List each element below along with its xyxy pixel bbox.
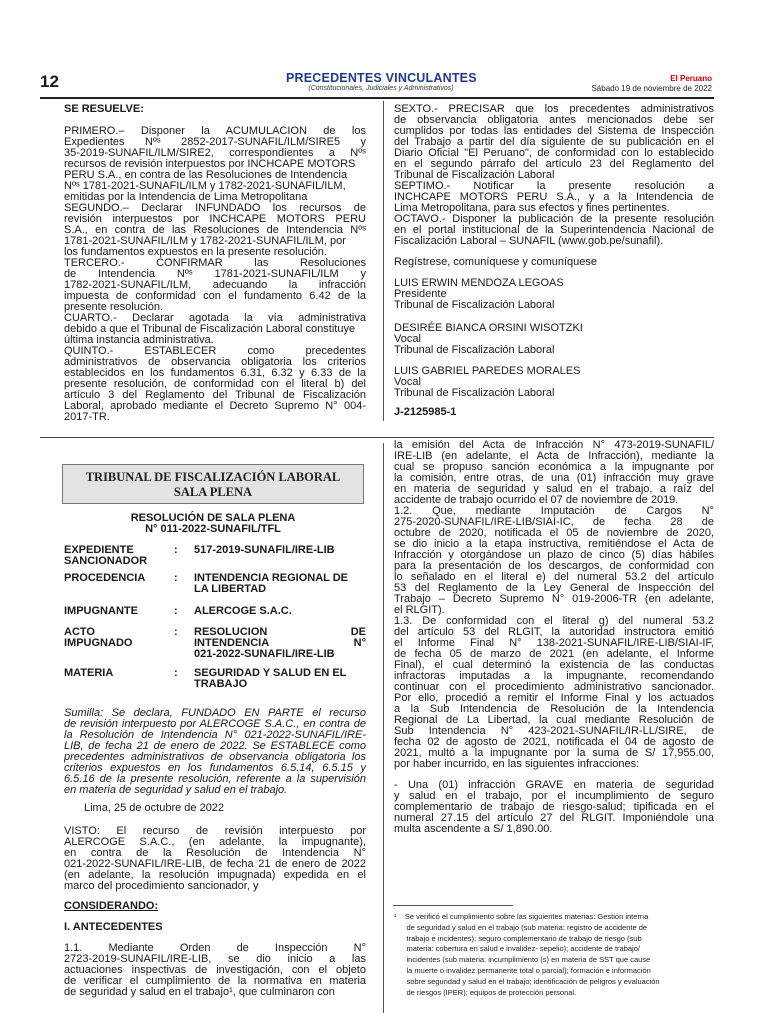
tribunal-heading-line2: SALA PLENA (173, 485, 253, 499)
visto-line: (en adelante, la resolución impugnada) expedida en el (64, 870, 366, 881)
resolve-right-line: SEXTO.- PRECISAR que los precedentes administrativos (394, 104, 714, 115)
section-title: PRECEDENTES VINCULANTES (286, 71, 477, 85)
field-label: PROCEDENCIA (64, 572, 146, 584)
tribunal-heading-line1: TRIBUNAL DE FISCALIZACIÓN LABORAL (85, 470, 341, 484)
resolve-line: emitidas por la Intendencia de Lima Metropolitana (64, 191, 308, 203)
resolve-line: CUARTO.- Declarar agotada la vía administrativa (64, 313, 366, 324)
resolve-right-line: Tribunal de Fiscalización Laboral (394, 299, 555, 311)
resolve-right-line: J-2125985-1 (394, 406, 457, 418)
footnote-line: de seguridad y salud en el trabajo (sub materia: registro de accidente de (394, 922, 648, 932)
resolve-right-line: del Trabajo a partir del día siguiente de su publicación en el (394, 137, 714, 148)
paragraph-1-1-line: de seguridad y salud en el trabajo¹, que culminaron con (64, 986, 335, 998)
antecedent-line: en materia de seguridad y salud en el trabajo, a raíz del (394, 484, 714, 495)
resolve-line: revisión interpuestos por INCHCAPE MOTORS PERU (64, 214, 366, 225)
resolution-number: N° 011-2022-SUNAFIL/TFL (145, 523, 281, 535)
field-value: INTENDENCIA REGIONAL DE (194, 572, 349, 584)
field-colon: : (174, 667, 178, 679)
resolve-right-line: OCTAVO.- Disponer la publicación de la presente resolución (394, 214, 714, 225)
resolve-line: 1781-2021-SUNAFIL/ILM y 1782-2021-SUNAFIL/ILM, por (64, 235, 346, 247)
antecedent-line: Regional de La Libertad, la cual mediante Resolución de (394, 715, 714, 726)
resolve-line: TERCERO.- CONFIRMAR las Resoluciones (64, 258, 366, 269)
header-rule (40, 97, 714, 99)
resolve-line: recursos de revisión interpuestos por INCHCAPE MOTORS (64, 158, 356, 170)
newspaper-brand: El Peruano (670, 74, 712, 83)
resolve-right-line: cumplidos por todas las entidades del Sistema de Inspección (394, 126, 714, 137)
footnote-line: materia: cobertura en salud e invalidez- sepelio); accidente de trabajo/ (394, 944, 640, 954)
resolve-line: Expedientes Nºˢ 2852-2017-SUNAFIL/ILM/SIRE5 y (64, 137, 366, 148)
antecedent-line: complementario de trabajo de riesgo-salud; tipificada en el (394, 802, 714, 813)
resolve-line: QUINTO.- ESTABLECER como precedentes (64, 346, 366, 357)
antecedent-line: 1.3. De conformidad con el literal g) del numeral 53.2 (394, 616, 714, 627)
resolve-line: última instancia administrativa. (64, 334, 214, 346)
paragraph-1-1-line: actuaciones inspectivas de investigación, con el objeto (64, 965, 366, 976)
sumilla-line: 6.5.16 de la presente resolución, referente a la supervisión (64, 774, 366, 785)
antecedent-line: de fecha 05 de marzo de 2021 (en adelante, el Informe (394, 649, 714, 660)
field-colon: : (174, 626, 178, 638)
visto-line: ALERCOGE S.A.C., (en adelante, la impugnante), (64, 837, 366, 848)
field-label: IMPUGNANTE (64, 605, 138, 617)
resolve-line: los fundamentos expuestos en la presente resolución. (64, 246, 327, 258)
field-label: SANCIONADOR (64, 555, 148, 567)
paragraph-1-1-line: de verificar el cumplimiento de la normativa en materia (64, 976, 366, 987)
resolve-right-line: Vocal (394, 376, 421, 388)
antecedent-line: se dio inicio a la etapa instructiva, remitiéndose el Acta de (394, 539, 714, 550)
resolve-line: presente resolución. (64, 301, 164, 313)
resolve-right-line: Tribunal de Fiscalización Laboral (394, 344, 555, 356)
resolve-line: Laboral, aprobado mediante el Decreto Supremo N° 004- (64, 401, 366, 412)
place-date: Lima, 25 de octubre de 2022 (84, 802, 225, 814)
field-colon: : (174, 605, 178, 617)
sumilla-line: en materia de seguridad y salud en el trabajo. (64, 784, 288, 796)
footnote-line: la muerte o invalidez permanente total o parcial); formación e información (394, 966, 651, 975)
footnote-line: trabajo e incidentes); seguro complementario de trabajo de riesgo (sub (394, 933, 642, 943)
antecedent-line: - Una (01) infracción GRAVE en materia de seguridad (394, 780, 714, 791)
resolve-line: impuesta de conformidad con el fundamento 6.42 de la (64, 291, 366, 302)
antecedent-line: IRE-LIB (en adelante, el Acta de Infracción), mediante la (394, 451, 714, 462)
resolve-line: Nºˢ 1781-2021-SUNAFIL/ILM y 1782-2021-SUNAFIL/ILM, (64, 180, 346, 192)
footnote-rule (393, 905, 513, 906)
antecedent-line: numeral 27.15 del artículo 27 del RLGIT. Imponiéndole una (394, 813, 714, 824)
visto-line: VISTO: El recurso de revisión interpuesto por (64, 826, 366, 837)
resolve-line: de Intendencia Nºˢ 1781-2021-SUNAFIL/ILM y (64, 269, 366, 280)
field-label: EXPEDIENTE (64, 544, 134, 556)
antecedent-line: para la presentación de los descargos, de conformidad con (394, 561, 714, 572)
antecedent-line: octubre de 2020, notificada el 05 de noviembre de 2020, (394, 528, 714, 539)
field-value: ALERCOGE S.A.C. (194, 605, 292, 617)
antecedent-line: cual se propuso sanción económica a la impugnante por (394, 462, 714, 473)
antecedent-line: Por ello, procedió a remitir el Informe Final y los actuados (394, 693, 714, 704)
resolve-right-line: Lima Metropolitana, para sus efectos y fines pertinentes. (394, 202, 670, 214)
resolve-right-line: LUIS GABRIEL PAREDES MORALES (394, 365, 581, 377)
antecedent-line: y salud en el trabajo, por el incumplimiento de seguro (394, 791, 714, 802)
antecedent-line: por haber incurrido, en las siguientes infracciones: (394, 758, 640, 770)
resolve-right-line: en el portal institucional de la Superintendencia Nacional de (394, 225, 714, 236)
antecedent-line: accidente de trabajo ocurrido el 07 de noviembre de 2019. (394, 494, 679, 506)
resolve-line: 35-2019-SUNAFIL/ILM/SIRE2, correspondientes a Nºˢ (64, 148, 366, 159)
footnote-line: de riesgos (IPER); equipos de protección personal. (394, 987, 577, 997)
antecedent-line: continuar con el procedimiento administrativo sancionador. (394, 682, 714, 693)
resolve-right-line: Regístrese, comuníquese y comuníquese (394, 256, 598, 268)
antecedent-line: multa ascendente a S/ 1,890.00. (394, 823, 553, 835)
visto-line: 021-2022-SUNAFIL/IRE-LIB, de fecha 21 de enero de 2022 (64, 859, 366, 870)
antecedent-line: Infracción y otorgándose un plazo de cinco (5) días hábiles (394, 550, 714, 561)
sumilla-line: LIB, de fecha 21 de enero de 2022. Se ESTABLECE como (64, 741, 366, 752)
field-value: INTENDENCIA N° (194, 638, 366, 649)
resolve-line: PRIMERO.– Disponer la ACUMULACIÓN de los (64, 126, 366, 137)
antecedent-line: 1.2. Que, mediante Imputación de Cargos N° (394, 506, 714, 517)
field-value: LA LIBERTAD (194, 583, 267, 595)
antecedent-line: lo señalado en el literal e) del numeral 53.2 del artículo (394, 572, 714, 583)
antecedent-line: Final), el cual determinó la existencia de las conductas (394, 660, 714, 671)
sumilla-line: precedentes administrativos de observancia obligatoria los (64, 752, 366, 763)
field-label: IMPUGNADO (64, 637, 133, 649)
field-colon: : (174, 544, 178, 556)
footnote-line: sobre seguridad y salud en el trabajo; identificación de peligros y evaluación (394, 976, 660, 986)
antecedent-line: la comisión, entre otras, de una (01) infracción muy grave (394, 473, 714, 484)
resolve-line: 2017-TR. (64, 411, 110, 423)
resolution-title: RESOLUCIÓN DE SALA PLENA (130, 512, 296, 524)
resolve-line: debido a que el Tribunal de Fiscalización Laboral constituye (64, 323, 356, 335)
footnote-line: incidentes (sub materia: incumplimiento (s) en materia de SST que cause (394, 955, 651, 965)
paragraph-1-1-line: 2723-2019-SUNAFIL/IRE-LIB, se dio inicio a las (64, 954, 366, 965)
visto-line: en contra de la Resolución de Intendencia N° (64, 848, 366, 859)
resolve-line: 1782-2021-SUNAFIL/ILM, adecuando la infracción (64, 280, 366, 291)
field-value: RESOLUCIÓN DE (194, 627, 366, 638)
antecedent-line: 53 del Reglamento de la Ley General de Inspección del (394, 583, 714, 594)
antecedent-line: el RLGIT). (394, 604, 445, 616)
antecedent-line: el Informe Final N° 138-2021-SUNAFIL/IRE-LIB/SIAI-IF, (394, 638, 714, 649)
sumilla-line: la Resolución de Intendencia N° 021-2022-SUNAFIL/IRE- (64, 730, 366, 741)
antecedent-line: Sub Intendencia N° 423-2021-SUNAFIL/IR-LL/SIRE, de (394, 726, 714, 737)
resolve-right-line: INCHCAPE MOTORS PERU S.A., y a la Intendencia de (394, 192, 714, 203)
resolve-right-line: DESIRÉE BIANCA ORSINI WISOTZKI (394, 322, 583, 334)
publication-date: Sábado 19 de noviembre de 2022 (591, 84, 712, 93)
antecedent-line: fecha 02 de agosto de 2021, notificada el 04 de agosto de (394, 737, 714, 748)
resolve-right-line: en el segundo párrafo del artículo 23 del Reglamento del (394, 159, 714, 170)
considerando-heading: CONSIDERANDO: (64, 900, 159, 912)
antecedent-line: infractoras imputadas a la impugnante, recomendando (394, 671, 714, 682)
section-subtitle: (Constitucionales, Judiciales y Administrativos) (308, 85, 454, 92)
field-label: MATERIA (64, 667, 114, 679)
resolve-line: S.A., en contra de las Resoluciones de Intendencia Nºˢ (64, 225, 366, 236)
antecedent-line: a la Sub Intendencia de Resolución de la Intendencia (394, 704, 714, 715)
resolve-right-line: Tribunal de Fiscalización Laboral (394, 169, 555, 181)
resolve-right-line: Presidente (394, 288, 447, 300)
column-divider-bottom (383, 443, 384, 1013)
sumilla-line: de revisión interpuesto por ALERCOGE S.A.C., en contra de (64, 719, 366, 730)
resolve-line: establecidos en los fundamentos 6.31, 6.32 y 6.33 de la (64, 368, 366, 379)
resolve-line: artículo 3 del Reglamento del Tribunal de Fiscalización (64, 390, 366, 401)
resolve-line: SE RESUELVE: (64, 103, 144, 115)
field-value: TRABAJO (194, 678, 248, 690)
antecedent-line: del artículo 53 del RLGIT, la autoridad instructora emitió (394, 627, 714, 638)
column-divider-top (383, 101, 384, 421)
sumilla-line: criterios expuestos en los fundamentos 6.5.14, 6.5.15 y (64, 763, 366, 774)
visto-line: marco del procedimiento sancionador, y (64, 880, 259, 892)
resolve-right-line: Tribunal de Fiscalización Laboral (394, 387, 555, 399)
field-colon: : (174, 572, 178, 584)
resolve-right-line: SÉPTIMO.- Notificar la presente resolución a (394, 181, 714, 192)
antecedent-line: 2021, multó a la impugnante por la suma de S/ 17,955.00, (394, 748, 714, 759)
resolve-right-line: LUIS ERWIN MENDOZA LEGOAS (394, 277, 564, 289)
resolve-line: administrativos de observancia obligatoria los criterios (64, 357, 366, 368)
page-number: 12 (40, 72, 59, 91)
field-value: 517-2019-SUNAFIL/IRE-LIB (194, 544, 335, 556)
footnote-line: ¹ Se verificó el cumplimiento sobre las siguientes materias: Gestión interna (394, 912, 649, 921)
field-value: SEGURIDAD Y SALUD EN EL (194, 667, 347, 679)
paragraph-1-1-line: 1.1. Mediante Orden de Inspección N° (64, 943, 366, 954)
antecedentes-heading: I. ANTECEDENTES (64, 921, 163, 933)
resolve-right-line: de observancia obligatoria antes mencionados debe ser (394, 115, 714, 126)
resolve-right-line: Diario Oficial "El Peruano", de conformidad con lo establecido (394, 148, 714, 159)
antecedent-line: Trabajo – Decreto Supremo N° 019-2006-TR (en adelante, (394, 594, 714, 605)
sumilla-line: Sumilla: Se declara, FUNDADO EN PARTE el recurso (64, 708, 366, 719)
resolve-line: PERU S.A., en contra de las Resoluciones de Intendencia (64, 169, 348, 181)
resolve-line: presente resolución, de conformidad con el literal b) del (64, 379, 366, 390)
resolve-right-line: Vocal (394, 333, 421, 345)
field-value: 021-2022-SUNAFIL/IRE-LIB (194, 648, 335, 660)
antecedent-line: 275-2020-SUNAFIL/IRE-LIB/SIAI-IC, de fecha 28 de (394, 517, 714, 528)
field-label: ACTO (64, 626, 95, 638)
resolve-right-line: Fiscalización Laboral – SUNAFIL (www.gob.pe/sunafil). (394, 235, 664, 247)
antecedent-line: la emisión del Acta de Infracción N° 473-2019-SUNAFIL/ (394, 440, 714, 451)
resolve-line: SEGUNDO.– Declarar INFUNDADO los recursos de (64, 203, 366, 214)
section-rule (40, 437, 714, 438)
